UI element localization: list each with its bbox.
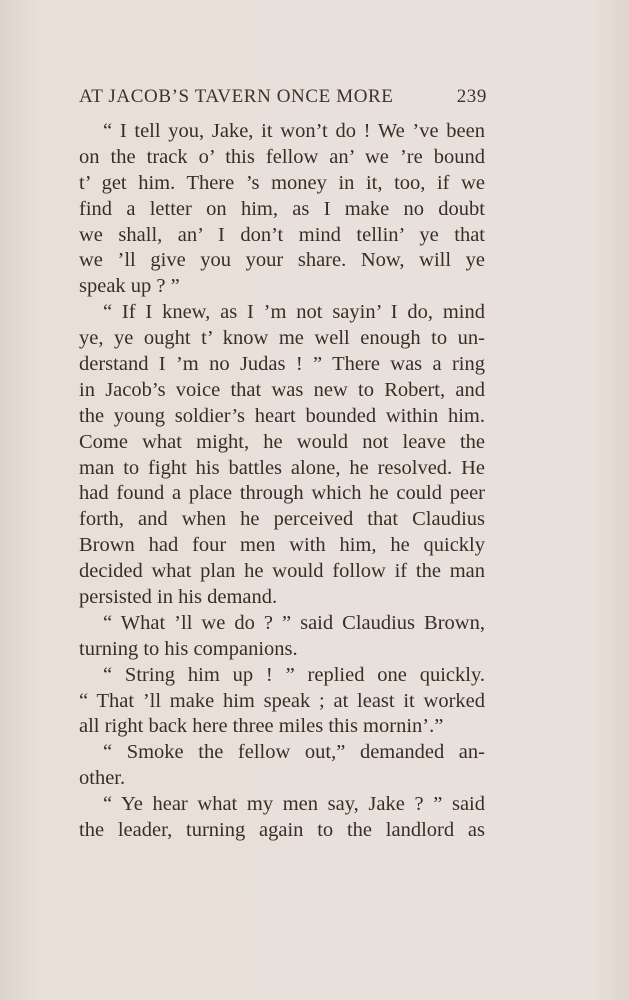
- text-line: “ What ’ll we do ? ” said Claudius Brown,: [103, 611, 485, 634]
- text-line: all right back here three miles this mornin’.”: [79, 715, 444, 738]
- page-header: [79, 86, 487, 114]
- text-line: “ That ’ll make him speak ; at least it worked: [79, 689, 485, 712]
- text-line: find a letter on him, as I make no doubt: [79, 197, 485, 220]
- text-line: decided what plan he would follow if the man: [79, 560, 485, 583]
- text-line: in Jacob’s voice that was new to Robert, and: [79, 378, 485, 401]
- text-line: the young soldier’s heart bounded within him.: [79, 404, 485, 427]
- text-line: man to fight his battles alone, he resolved. He: [79, 456, 485, 479]
- text-line: the leader, turning again to the landlord as: [79, 819, 485, 842]
- text-line: speak up ? ”: [79, 275, 180, 298]
- text-line: derstand I ’m no Judas ! ” There was a ring: [79, 353, 485, 376]
- text-line: turning to his companions.: [79, 637, 298, 660]
- running-head: AT JACOB’S TAVERN ONCE MORE: [79, 86, 394, 107]
- text-line: Brown had four men with him, he quickly: [79, 534, 485, 557]
- text-line: ye, ye ought t’ know me well enough to un-: [79, 327, 485, 350]
- text-line: “ If I knew, as I ’m not sayin’ I do, mind: [103, 301, 485, 324]
- text-line: forth, and when he perceived that Claudius: [79, 508, 485, 531]
- text-line: other.: [79, 767, 126, 790]
- text-line: persisted in his demand.: [79, 586, 278, 609]
- text-line: “ Ye hear what my men say, Jake ? ” said: [103, 793, 485, 816]
- page-number: 239: [456, 86, 487, 107]
- text-line: had found a place through which he could peer: [79, 482, 485, 505]
- text-line: “ Smoke the fellow out,” demanded an-: [103, 741, 485, 764]
- text-line: Come what might, he would not leave the: [79, 430, 485, 453]
- text-line: we shall, an’ I don’t mind tellin’ ye that: [79, 223, 485, 246]
- body-text: [79, 119, 485, 844]
- text-line: we ’ll give you your share. Now, will ye: [79, 249, 485, 272]
- text-line: t’ get him. There ’s money in it, too, if we: [79, 171, 485, 194]
- text-line: on the track o’ this fellow an’ we ’re bound: [79, 145, 485, 168]
- text-line: “ String him up ! ” replied one quickly.: [103, 663, 485, 686]
- text-line: “ I tell you, Jake, it won’t do ! We ’ve been: [103, 120, 485, 142]
